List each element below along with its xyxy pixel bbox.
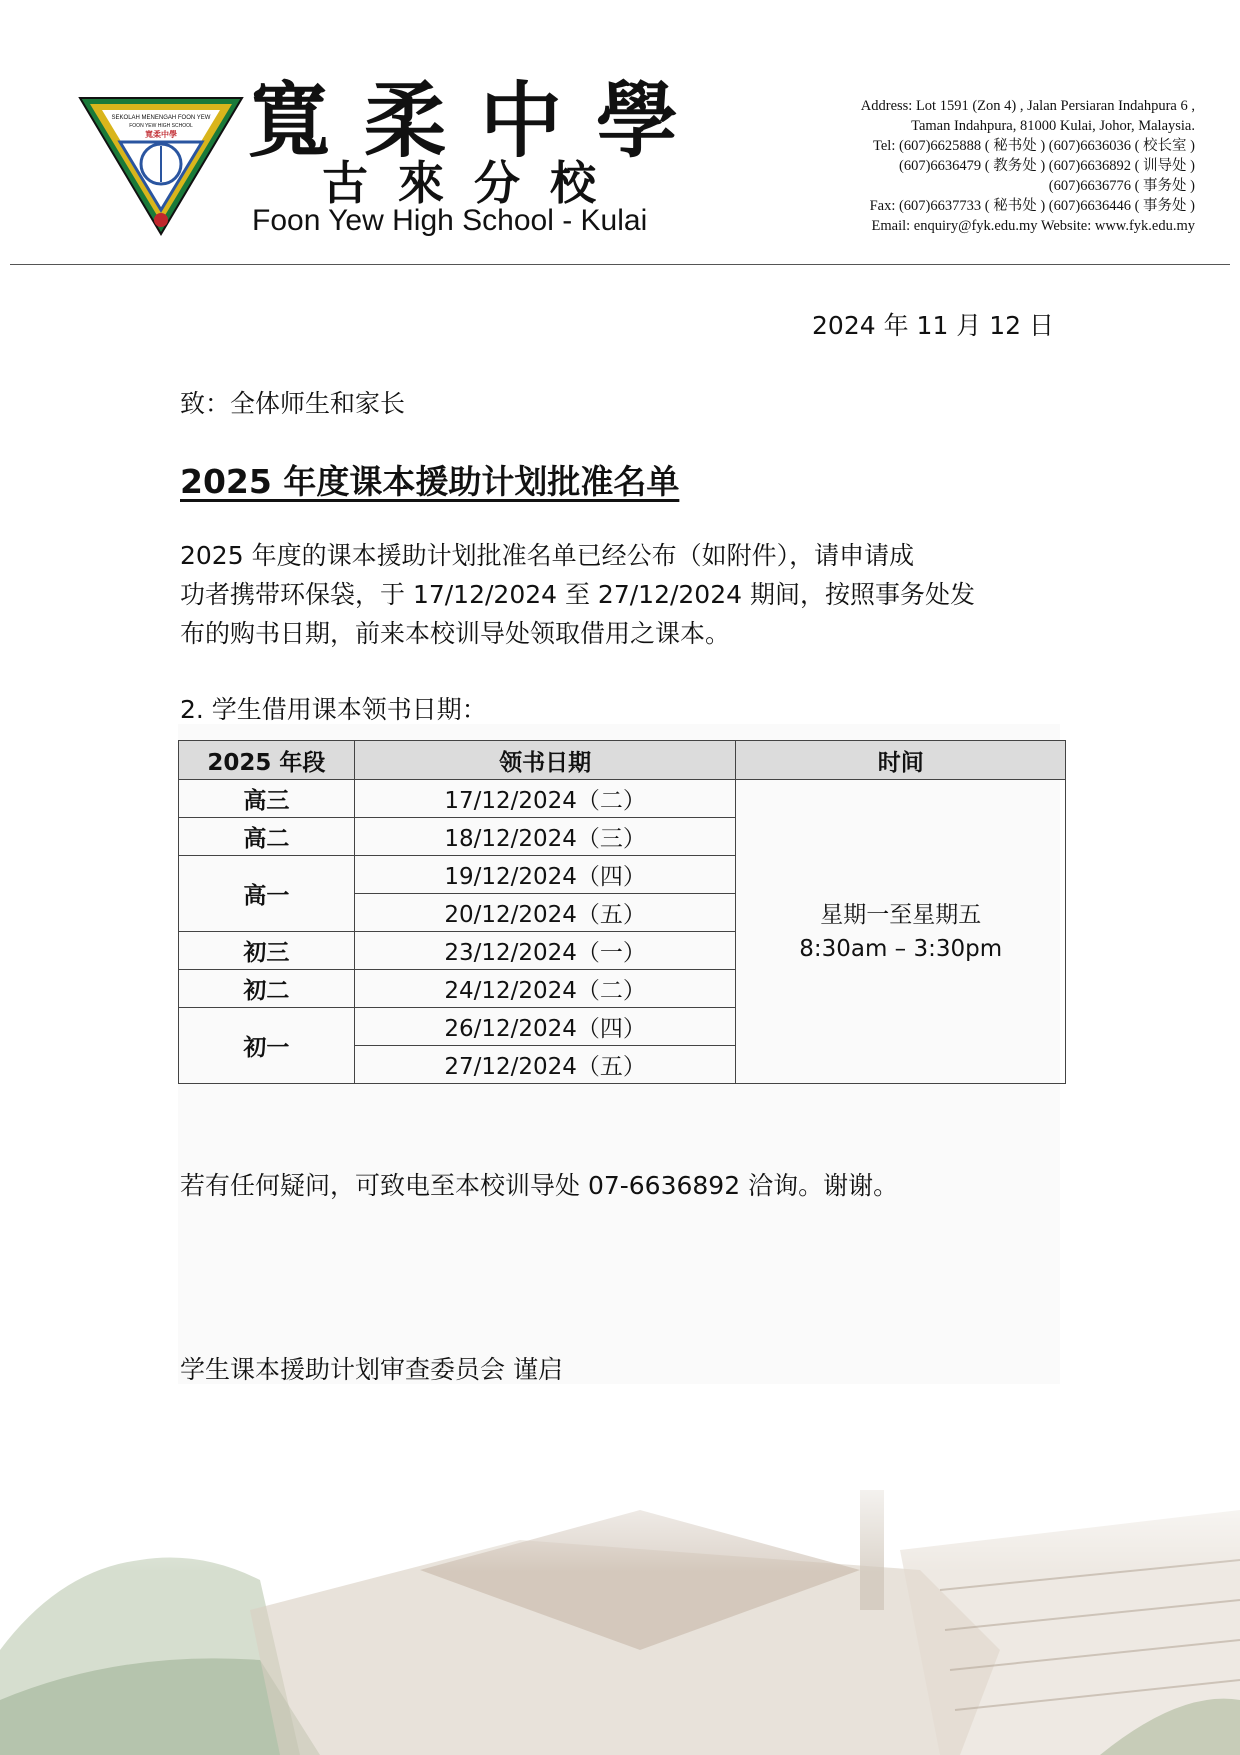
time-days: 星期一至星期五	[820, 901, 982, 928]
table-row	[179, 780, 1066, 818]
inquiry-note: 若有任何疑问，可致电至本校训导处 07-6636892 洽询。谢谢。	[180, 1171, 899, 1200]
logo-band-text: 寬柔中學	[145, 130, 177, 139]
campus-watermark-image	[0, 1450, 1240, 1755]
grade-cell: 高一	[179, 856, 355, 932]
school-name-cn: 寬柔中學	[248, 73, 713, 169]
address-line: Taman Indahpura, 81000 Kulai, Johor, Malaysia.	[911, 118, 1195, 134]
email-website-line: Email: enquiry@fyk.edu.my Website: www.fyk.edu.my	[871, 218, 1195, 234]
paragraph-line: 布的购书日期，前来本校训导处领取借用之课本。	[180, 619, 731, 648]
phone-line: Tel: (607)6625888 ( 秘书处 ) (607)6636036 ( 校长室 )	[873, 138, 1195, 154]
time-hours: 8:30am – 3:30pm	[799, 935, 1003, 962]
header-divider	[10, 264, 1230, 265]
date-cell: 27/12/2024（五）	[354, 1046, 736, 1084]
header-date: 领书日期	[354, 741, 736, 780]
paragraph-line: 功者携带环保袋，于 17/12/2024 至 27/12/2024 期间，按照事务处发	[180, 580, 975, 609]
letter-title: 2025 年度课本援助计划批准名单	[180, 462, 680, 501]
schedule-table	[178, 740, 1066, 1084]
date-cell: 23/12/2024（一）	[354, 932, 736, 970]
grade-cell: 初一	[179, 1008, 355, 1084]
grade-cell: 初三	[179, 932, 355, 970]
date-cell: 24/12/2024（二）	[354, 970, 736, 1008]
branch-name-cn: 古來分校	[322, 156, 626, 210]
table-header-row	[179, 741, 1066, 780]
logo-ring-text: SEKOLAH MENENGAH FOON YEW	[111, 115, 211, 121]
phone-line: (607)6636479 ( 教务处 ) (607)6636892 ( 训导处 )	[898, 158, 1195, 174]
school-logo	[76, 92, 246, 238]
phone-line: (607)6636776 ( 事务处 )	[1048, 178, 1195, 194]
header-grade: 2025 年段	[179, 741, 355, 780]
letter-date: 2024 年 11 月 12 日	[812, 311, 1054, 340]
date-cell: 18/12/2024（三）	[354, 818, 736, 856]
school-name-en: Foon Yew High School - Kulai	[252, 204, 648, 237]
salutation: 致：全体师生和家长	[180, 389, 406, 418]
date-cell: 19/12/2024（四）	[354, 856, 736, 894]
grade-cell: 高三	[179, 780, 355, 818]
paragraph-line: 2025 年度的课本援助计划批准名单已经公布（如附件），请申请成	[180, 541, 915, 570]
date-cell: 20/12/2024（五）	[354, 894, 736, 932]
logo-ring-text-2: FOON YEW HIGH SCHOOL	[129, 123, 193, 129]
fax-line: Fax: (607)6637733 ( 秘书处 ) (607)6636446 ( 事务处 )	[869, 198, 1195, 214]
grade-cell: 高二	[179, 818, 355, 856]
date-cell: 17/12/2024（二）	[354, 780, 736, 818]
header-time: 时间	[736, 741, 1066, 780]
date-cell: 26/12/2024（四）	[354, 1008, 736, 1046]
body-paragraph	[180, 536, 1060, 653]
time-cell	[736, 780, 1066, 1084]
address-line: Address: Lot 1591 (Zon 4) , Jalan Persiaran Indahpura 6 ,	[860, 98, 1195, 114]
signature: 学生课本援助计划审查委员会 谨启	[180, 1355, 563, 1384]
section-2-heading: 2. 学生借用课本领书日期：	[180, 695, 487, 724]
grade-cell: 初二	[179, 970, 355, 1008]
contact-block	[775, 96, 1195, 236]
